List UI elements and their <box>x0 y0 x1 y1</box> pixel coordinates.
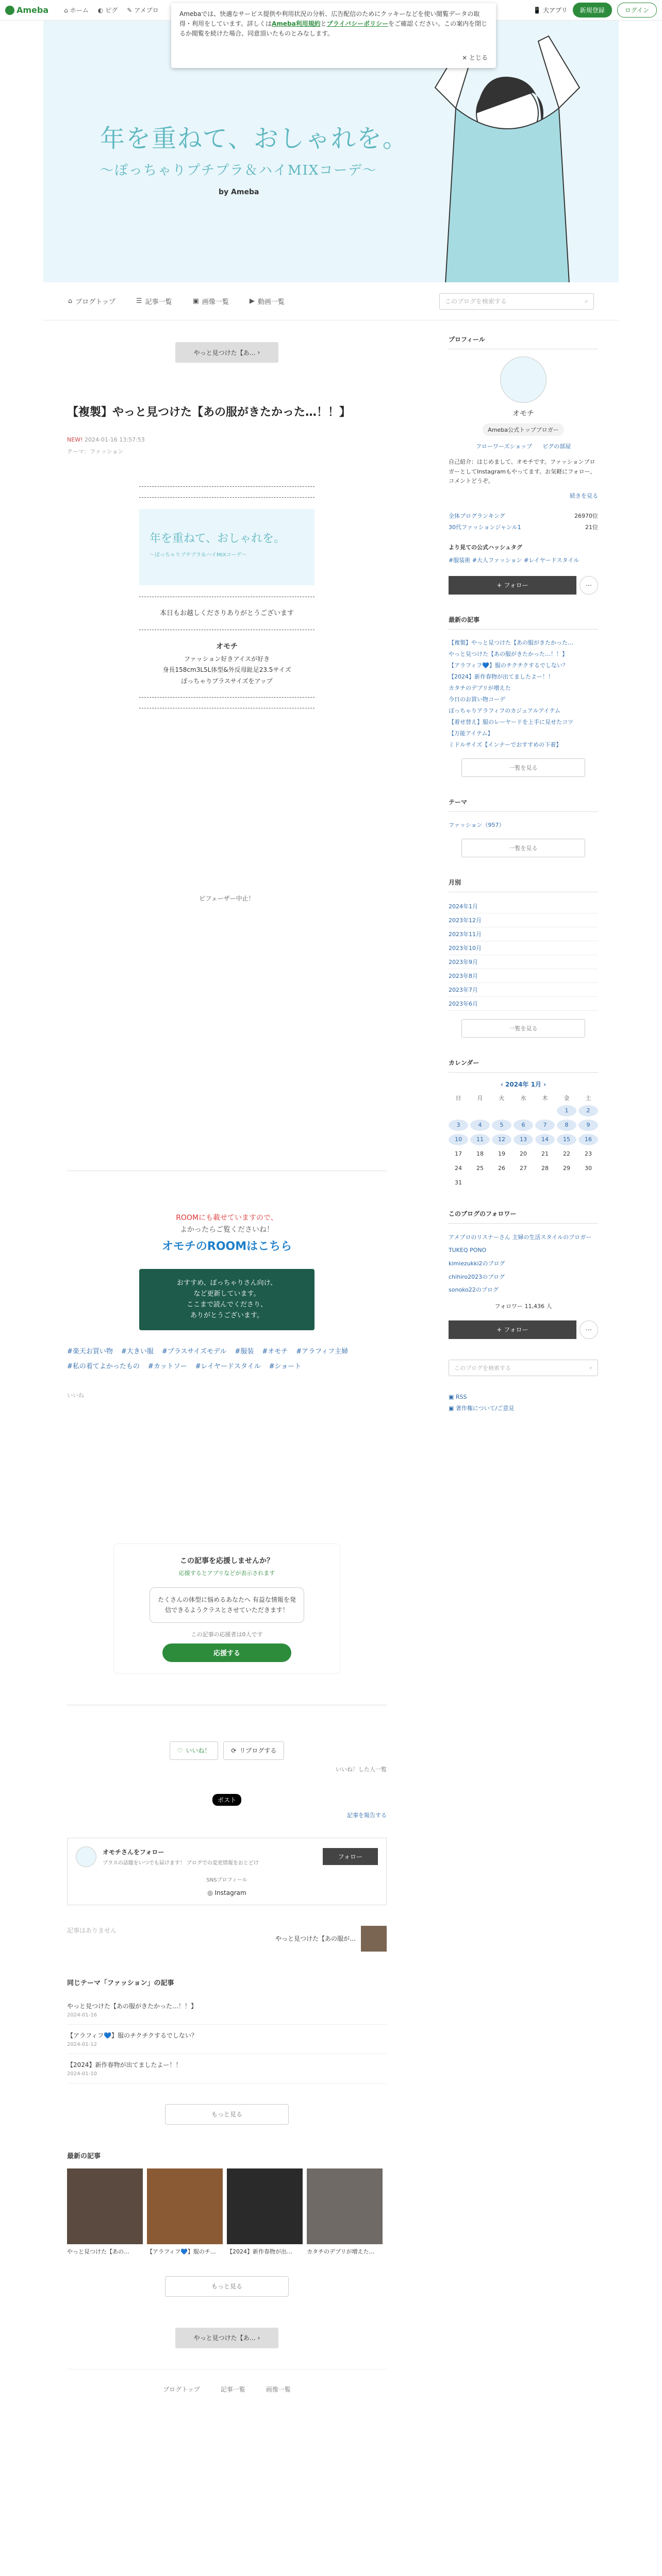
calendar-day: 20 <box>520 1150 527 1157</box>
calendar-day: 28 <box>541 1164 549 1172</box>
topbar-nav-home[interactable]: ⌂ ホーム <box>64 6 89 14</box>
entry-hashtags <box>67 1346 387 1370</box>
ad-frame[interactable]: ビフェーザー中止！ <box>199 895 255 903</box>
terms-link[interactable]: Ameba利用規約 <box>272 20 321 28</box>
official-badge: Ameba公式トップブロガー <box>483 423 564 436</box>
support-button[interactable]: 応援する <box>162 1643 291 1662</box>
calendar-block <box>449 1058 598 1189</box>
calendar-day[interactable]: 12 <box>492 1134 511 1145</box>
instagram-icon: ◎ <box>207 1889 213 1896</box>
more-options-icon[interactable]: ⋯ <box>580 1320 598 1339</box>
same-theme-item[interactable]: 【2024】新作春物が出てましたよー！！ 2024-01-10 <box>67 2054 387 2083</box>
month-link[interactable]: 2023年12月 <box>449 913 598 927</box>
banner-by: by Ameba <box>219 188 259 196</box>
calendar-day: 22 <box>563 1150 570 1157</box>
reblog-button[interactable]: ⟳ リブログする <box>223 1741 284 1760</box>
recent-entry-link[interactable]: ミドルサイズ【インナーでおすすめの下着】 <box>449 741 562 748</box>
follower-link[interactable]: chihiro2023のブログ <box>449 1273 505 1280</box>
author-name: オモチ <box>216 642 238 651</box>
instagram-link[interactable]: ◎ Instagram <box>207 1889 246 1896</box>
calendar-day: 17 <box>455 1150 462 1157</box>
calendar-day[interactable]: 10 <box>449 1134 468 1145</box>
month-link[interactable]: 2023年9月 <box>449 955 598 969</box>
nav-image-list[interactable]: ▣ 画像一覧 <box>192 297 229 306</box>
video-icon: ▶ <box>249 297 255 305</box>
next-entry-thumbnail <box>361 1926 387 1952</box>
calendar-day[interactable]: 14 <box>535 1134 555 1145</box>
profile-heading: プロフィール <box>449 335 598 349</box>
sns-profile-label: SNSプロフィール <box>206 1877 247 1883</box>
calendar-day: 24 <box>455 1164 462 1172</box>
share-row <box>67 1794 387 1806</box>
divider <box>139 697 315 698</box>
cookie-notice: Amebaでは、快適なサービス提供や利用状況の分析、広告配信のためにクッキーなどを使い閲覧データの取得・利用をしています。詳しくはAmeba利用規約とプライバシーポリシーをご確認ください。この案内を閉じるか閲覧を続けた場合、同意頂いたものとみなします。 × とじる <box>171 3 496 68</box>
follower-link[interactable]: kimiezukki2のブログ <box>449 1260 505 1267</box>
calendar-weekday: 日 <box>455 1094 461 1101</box>
calendar-weekday: 土 <box>585 1094 591 1101</box>
same-theme-item[interactable]: やっと見つけた【あの服がきたかった…！！】 2024-01-16 <box>67 1995 387 2025</box>
support-sub: 応援するとアプリなどが表示されます <box>178 1570 275 1577</box>
follower-link[interactable]: sonoko22のブログ <box>449 1286 499 1294</box>
entry-prev-next <box>67 1926 387 1952</box>
calendar-day: 30 <box>585 1164 592 1172</box>
hashtag[interactable]: # 大きい服 <box>121 1346 154 1355</box>
banner-subtitle: ～ぽっちゃりプチプラ＆ハイMIXコーデ～ <box>100 163 377 178</box>
same-theme-more-button[interactable]: もっと見る <box>165 2104 289 2125</box>
blog-search-input[interactable]: このブログを検索する ⌕ <box>439 293 594 310</box>
calendar-day <box>535 1105 555 1116</box>
rss-link[interactable]: ▣ RSS <box>449 1393 467 1400</box>
theme-more-button[interactable]: 一覧を見る <box>461 839 585 857</box>
recent-entries-block <box>449 615 598 777</box>
report-icon: ▣ <box>449 1404 454 1412</box>
flower-shop-link[interactable]: フローワーズショップ <box>475 443 533 450</box>
ranking-row[interactable]: 30代ファッションジャンル1 21位 <box>449 524 598 531</box>
ameba-logo[interactable]: Ameba <box>5 5 48 15</box>
calendar-day[interactable]: 13 <box>514 1134 533 1145</box>
same-theme-section <box>67 1977 387 2125</box>
report-link[interactable]: 記事を報告する <box>347 1811 387 1819</box>
hashtag[interactable]: # 服装 <box>235 1346 254 1355</box>
notice-close-button[interactable]: × とじる <box>462 54 488 61</box>
calendar-day[interactable]: 7 <box>535 1120 555 1131</box>
calendar-day: 25 <box>476 1164 484 1172</box>
hashtag[interactable]: # 私の着てよかったもの <box>67 1361 140 1370</box>
latest-entries-section <box>67 2150 387 2297</box>
report-copyright-link[interactable]: ▣ 著作権について/ご意見 <box>449 1404 515 1412</box>
blog-global-nav <box>43 282 619 320</box>
recent-entry-link[interactable]: 【2024】新作春物が出てましたよー！！ <box>449 673 554 680</box>
nav-video-list[interactable]: ▶ 動画一覧 <box>249 297 285 306</box>
like-button[interactable]: ♡ いいね！ <box>170 1741 219 1760</box>
entry-thumbnail <box>67 2168 143 2244</box>
latest-entry-card[interactable]: 【アラフィフ💙】服のチ… <box>147 2168 223 2256</box>
calendar-day: 31 <box>455 1179 462 1186</box>
calendar-weekday: 月 <box>477 1094 483 1101</box>
nav-entry-list[interactable]: ☰ 記事一覧 <box>136 297 172 306</box>
calendar-day: 19 <box>498 1150 505 1157</box>
bottom-nav <box>67 2369 387 2394</box>
calendar-heading: カレンダー <box>449 1058 598 1073</box>
entry-lead: 本日もお越しくださりありがとうございます <box>159 609 294 617</box>
bottom-nav-entry-list[interactable]: 記事一覧 <box>220 2385 245 2393</box>
blog-ranking <box>449 510 598 533</box>
monthly-block <box>449 878 598 1038</box>
calendar-title[interactable]: ‹ 2024年 1月 › <box>500 1080 547 1088</box>
calendar-day <box>470 1177 490 1189</box>
topbar-nav-ameblo[interactable]: ✎ アメブロ <box>127 6 159 14</box>
month-link[interactable]: 2023年8月 <box>449 969 598 983</box>
profile-name[interactable]: オモチ <box>512 410 534 418</box>
hashtag[interactable]: # オモチ <box>262 1346 288 1355</box>
calendar-day[interactable]: 5 <box>492 1120 511 1131</box>
room-message-box: おすすめ、ぽっちゃりさん向け、 など更新しています。 ここまで読んでくださり、 ありがとうございます。 <box>139 1269 315 1330</box>
latest-entry-card[interactable]: やっと見つけた【あの… <box>67 2168 143 2256</box>
month-link[interactable]: 2023年7月 <box>449 983 598 997</box>
hashtag[interactable]: # カットソー <box>148 1361 187 1370</box>
monthly-more-button[interactable]: 一覧を見る <box>461 1019 585 1038</box>
calendar-day: 26 <box>498 1164 505 1172</box>
official-hashtag-heading: より見ての公式ハッシュタグ <box>449 544 522 551</box>
calendar-weekday: 金 <box>564 1094 570 1101</box>
calendar-day[interactable]: 11 <box>470 1134 490 1145</box>
follower-count[interactable]: フォロワー 11,436 人 <box>494 1302 552 1310</box>
profile-more-link[interactable]: 続きを見る <box>570 493 598 500</box>
hashtag[interactable]: # 楽天お買い物 <box>67 1346 113 1355</box>
login-button[interactable]: ログイン <box>617 3 657 18</box>
followers-block <box>449 1209 598 1339</box>
rss-icon: ▣ <box>449 1393 454 1400</box>
recent-entry-link[interactable]: 【万能アイテム】 <box>449 730 493 737</box>
like-users-link[interactable]: いいね！した人一覧 <box>336 1766 387 1773</box>
share-x-button[interactable]: ポスト <box>212 1794 241 1806</box>
calendar-weekday: 木 <box>542 1094 548 1101</box>
divider <box>139 486 315 487</box>
profile-avatar[interactable] <box>500 357 547 403</box>
recent-entry-link[interactable]: ぽっちゃりアラフィフのカジュアルアイテム <box>449 707 560 714</box>
entry-thumbnail <box>307 2168 383 2244</box>
entry-title: 【複製】やっと見つけた【あの服がきたかった…！！】 <box>67 406 351 419</box>
hashtag[interactable]: # ショート <box>269 1361 302 1370</box>
more-options-icon[interactable]: ⋯ <box>580 576 598 595</box>
same-theme-item[interactable]: 【アラフィフ💙】服のチクチクするでしない？ 2024-01-12 <box>67 2025 387 2054</box>
month-link[interactable]: 2023年11月 <box>449 927 598 941</box>
followers-heading: このブログのフォロワー <box>449 1209 598 1224</box>
calendar-day: 23 <box>585 1150 592 1157</box>
topbar-nav <box>64 6 158 14</box>
profile-block <box>449 357 598 500</box>
entry-foot: いいね <box>67 1392 84 1399</box>
calendar-day: 21 <box>541 1150 549 1157</box>
calendar-day[interactable]: 9 <box>578 1120 598 1131</box>
latest-entries-heading: 最新の記事 <box>67 2152 101 2160</box>
follow-card <box>67 1838 387 1905</box>
support-bubble: たくさんの体型に悩めるあなたへ 有益な情報を発信できるようクラスとさせていただきます！ <box>150 1587 304 1622</box>
calendar-day[interactable]: 8 <box>557 1120 576 1131</box>
recent-entries-heading: 最新の記事 <box>449 615 598 630</box>
sidebar-follow-row-2 <box>449 1320 598 1339</box>
recent-entry-link[interactable]: 今日のお買い物コーデ <box>449 696 505 703</box>
entry-actions <box>67 1741 387 1760</box>
next-entry-link[interactable]: やっと見つけた【あの服が… <box>275 1926 387 1952</box>
ranking-row[interactable]: 全体ブログランキング 26970位 <box>449 513 598 520</box>
bottom-next-entry-button[interactable]: やっと見つけた【あ… › <box>175 2328 278 2348</box>
follow-button[interactable]: フォロー <box>323 1848 378 1865</box>
sidebar <box>449 335 598 1414</box>
theme-link[interactable]: ファッション（957） <box>449 821 505 828</box>
entry-theme[interactable]: テーマ：ファッション <box>67 448 124 455</box>
calendar-day[interactable]: 15 <box>557 1134 576 1145</box>
sidebar-follow-button[interactable]: + フォロー <box>449 576 576 595</box>
follow-card-name: オモチさんをフォロー <box>103 1848 164 1856</box>
support-count: この記事の応援者は0人です <box>191 1631 263 1638</box>
profile-bio: 自己紹介：はじめまして、オモチです。ファッションブロガーとしてInstagramもやってます。お気軽にフォロー、コメントどうぞ。 <box>449 459 596 485</box>
official-hashtags[interactable]: #服装術 #大人ファッション #レイヤードスタイル <box>449 557 580 564</box>
calendar-day[interactable]: 3 <box>449 1120 468 1131</box>
prev-entry: 記事はありません <box>67 1926 117 1934</box>
reblog-icon: ⟳ <box>231 1747 237 1754</box>
entry-body: 年を重ねて、おしゃれを。 ～ぽっちゃりプチプラ＆ハイMIXコーデ～ 本日もお越しくださりありがとうございます オモチ ファッション好きアイスが好き 身長158cm3L5L体型&外反母趾足23.5サイズ ぽっちゃりプラスサイズをアップ <box>139 486 315 708</box>
calendar-grid <box>449 1094 598 1189</box>
room-section: ROOMにも載せていますので、 よかったらご覧くださいね！ オモチのROOMはこちら おすすめ、ぽっちゃりさん向け、 など更新しています。 ここまで読んでくださり、 ありがとうございます。 <box>67 1212 387 1330</box>
calendar-day: 27 <box>520 1164 527 1172</box>
follower-link[interactable]: アメブロのリスナーさん 主婦の生活スタイルのブロガー <box>449 1233 592 1241</box>
support-heading: この記事を応援しませんか？ <box>180 1557 274 1566</box>
main-column <box>67 330 387 2394</box>
hashtag[interactable]: # レイヤードスタイル <box>195 1361 261 1370</box>
calendar-day[interactable]: 16 <box>578 1134 598 1145</box>
divider <box>139 497 315 498</box>
sidebar-follow-row <box>449 576 598 595</box>
entry-header-image[interactable]: 年を重ねて、おしゃれを。 ～ぽっちゃりプチプラ＆ハイMIXコーデ～ <box>139 509 315 585</box>
same-theme-heading: 同じテーマ「ファッション」の記事 <box>67 1979 174 1987</box>
banner-title: 年を重ねて、おしゃれを。 <box>100 124 408 153</box>
app-link[interactable]: 📱 大アプリ <box>533 7 568 14</box>
calendar-day[interactable]: 2 <box>578 1105 598 1116</box>
sidebar-follow-button-2[interactable]: + フォロー <box>449 1320 576 1339</box>
bottom-nav-image-list[interactable]: 画像一覧 <box>266 2385 291 2393</box>
avatar[interactable] <box>76 1846 96 1867</box>
room-link[interactable]: オモチのROOMはこちら <box>161 1240 292 1253</box>
support-box <box>113 1544 340 1673</box>
hashtag[interactable]: # プラスサイズモデル <box>162 1346 227 1355</box>
entry-thumbnail <box>147 2168 223 2244</box>
recent-entry-link[interactable]: 【アラフィフ💙】服のチクチクするでしない？ <box>449 662 568 669</box>
calendar-weekday: 火 <box>499 1094 505 1101</box>
month-link[interactable]: 2023年6月 <box>449 997 598 1011</box>
entry-thumbnail <box>227 2168 303 2244</box>
ameba-logo-icon <box>5 6 14 15</box>
recent-entry-link[interactable]: 【着せ替え】服のレーヤードを上手に見せたコツ <box>449 718 573 725</box>
nav-blog-top[interactable]: ⌂ ブログトップ <box>68 297 115 306</box>
latest-entry-card[interactable]: 【2024】新作春物が出… <box>227 2168 303 2256</box>
theme-block <box>449 798 598 857</box>
rss-block <box>449 1392 598 1414</box>
bottom-nav-blog-top[interactable]: ブログトップ <box>163 2385 200 2393</box>
calendar-day <box>492 1105 511 1116</box>
theme-heading: テーマ <box>449 798 598 812</box>
calendar-day <box>514 1105 533 1116</box>
calendar-day[interactable]: 4 <box>470 1120 490 1131</box>
search-icon[interactable]: ⌕ <box>589 1364 592 1371</box>
calendar-day[interactable]: 6 <box>514 1120 533 1131</box>
like-icon: ♡ <box>177 1747 183 1754</box>
pigg-room-link[interactable]: ピグの部屋 <box>542 443 571 450</box>
calendar-weekday: 水 <box>520 1094 526 1101</box>
topbar-nav-pigg[interactable]: ◐ ピグ <box>97 6 118 14</box>
recent-entry-link[interactable]: カタチのデブリが増えた <box>449 684 511 691</box>
follow-card-desc: プラスの話題をいつでも届けます！ ブログでの変更情報をおとどけ <box>103 1860 259 1866</box>
privacy-link[interactable]: プライバシーポリシー <box>326 20 389 28</box>
month-link[interactable]: 2024年1月 <box>449 900 598 913</box>
hashtag[interactable]: # アラフィフ主婦 <box>296 1346 348 1355</box>
image-icon: ▣ <box>192 297 199 305</box>
latest-entry-card[interactable]: カタチのデブリが増えた… <box>307 2168 383 2256</box>
calendar-day <box>449 1105 468 1116</box>
follower-link[interactable]: TUKEQ PONO <box>449 1247 487 1254</box>
recent-entry-link[interactable]: やっと見つけた【あの服がきたかった…！！】 <box>449 650 568 657</box>
calendar-day: 29 <box>563 1164 570 1172</box>
latest-entries-more-button[interactable]: もっと見る <box>165 2276 289 2297</box>
list-icon: ☰ <box>136 297 142 305</box>
search-icon[interactable]: ⌕ <box>585 297 588 304</box>
monthly-heading: 月別 <box>449 878 598 892</box>
entry-meta: NEW! 2024-01-16 13:57:53 <box>67 436 145 443</box>
calendar-day[interactable]: 1 <box>557 1105 576 1116</box>
recent-entries-more-button[interactable]: 一覧を見る <box>461 758 585 777</box>
sidebar-search-input[interactable]: このブログを検索する ⌕ <box>449 1360 598 1376</box>
signup-button[interactable]: 新規登録 <box>573 3 612 18</box>
next-entry-button[interactable]: やっと見つけた【あ… › <box>175 342 278 363</box>
month-link[interactable]: 2023年10月 <box>449 941 598 955</box>
calendar-day <box>470 1105 490 1116</box>
calendar-day: 18 <box>476 1150 484 1157</box>
recent-entry-link[interactable]: 【複製】やっと見つけた【あの服がきたかった… <box>449 639 573 646</box>
calendar-day <box>492 1177 511 1189</box>
home-icon: ⌂ <box>68 297 73 305</box>
